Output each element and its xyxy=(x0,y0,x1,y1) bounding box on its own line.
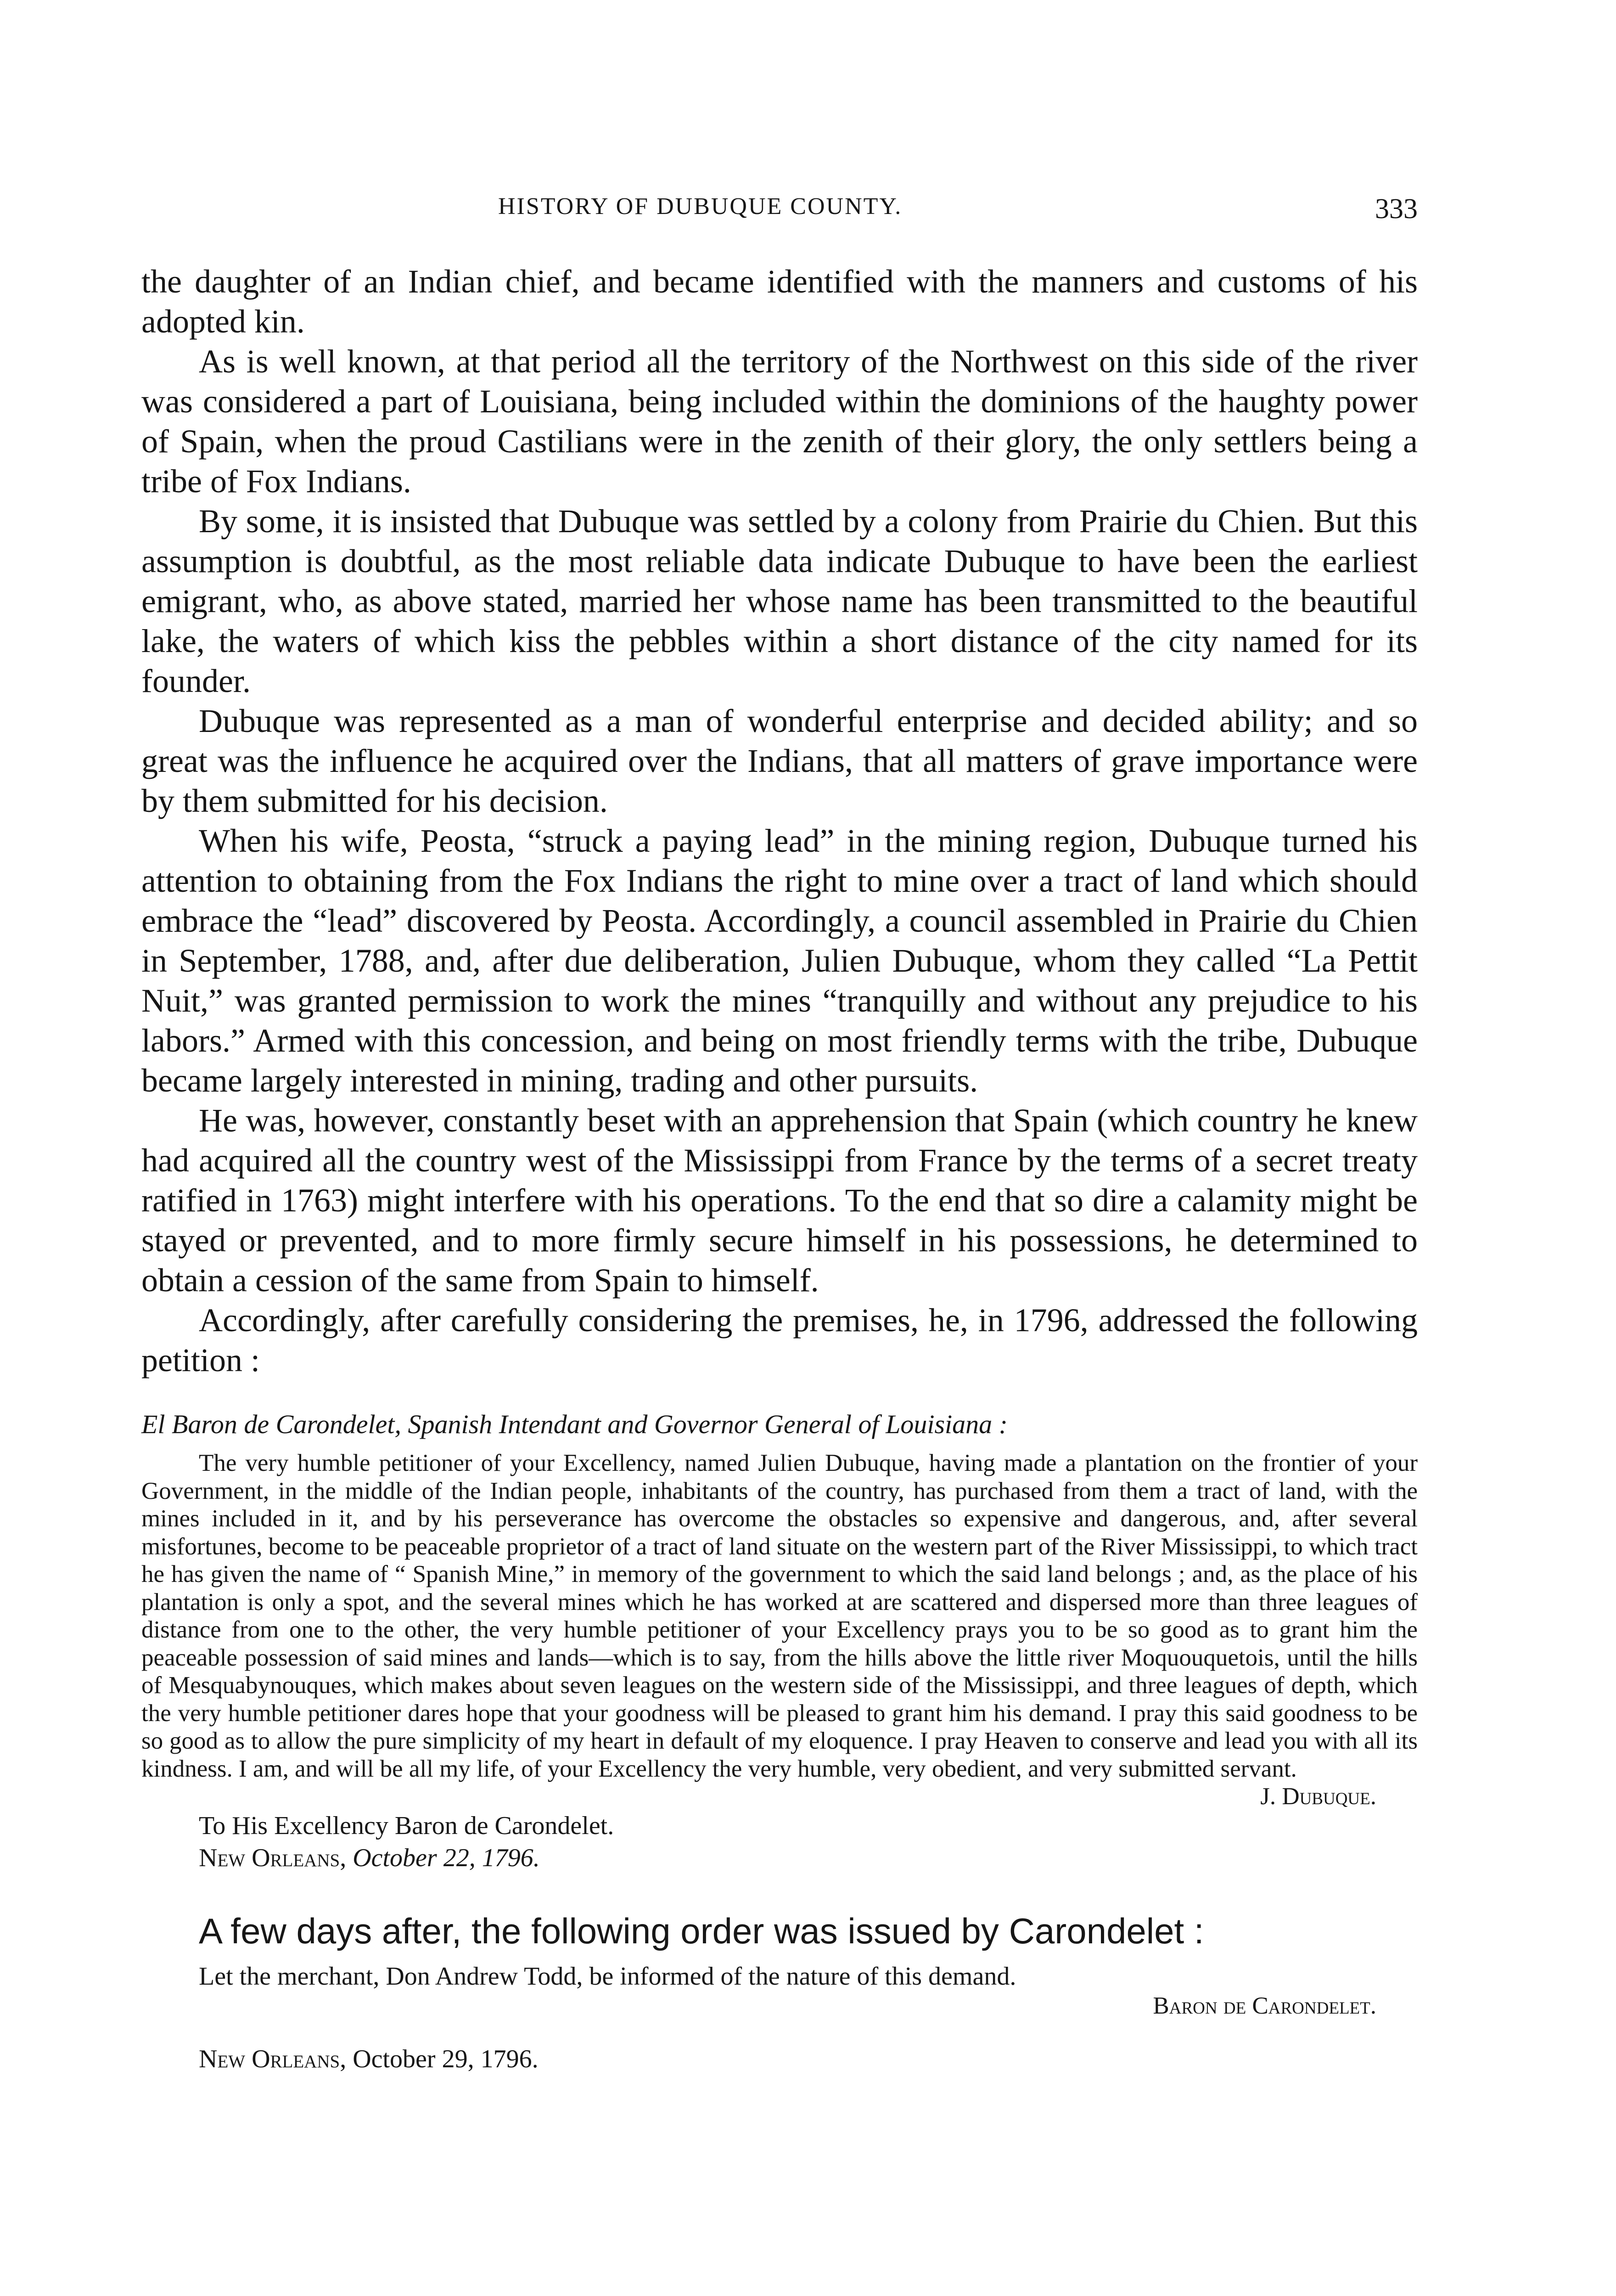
petition-addressee: To His Excellency Baron de Carondelet. xyxy=(199,1811,614,1840)
order-heading: A few days after, the following order was issued by Carondelet : xyxy=(199,1910,1204,1951)
paragraph: He was, however, constantly beset with an apprehension that Spain (which country he knew had acquired all the country west of the Mississippi from France by the terms of a secret treaty ratified in 1763) might interfere with his operations. To the end that so dire a calamity might be stayed or prevented, and to more firmly secure himself in his possessions, he determined to obtain a cession of the same from Spain to himself. xyxy=(141,1102,1418,1299)
petition-text: The very humble petitioner of your Excellency, named Julien Dubuque, having made a plantation on the frontier of your Government, in the middle of the Indian people, inhabitants of the country, has purchased from them a tract of land, with the mines included in it, and by his perseverance has overcome the obstacles so expensive and dangerous, and, after several misfortunes, become to be peaceable proprietor of a tract of land situate on the western part of the River Mississippi, to which tract he has given the name of “ Spanish Mine,” in memory of the government to which the said land belongs ; and, as the place of his plantation is only a spot, and the several mines which he has worked at are scattered and dispersed more than three leagues of distance from one to the other, the very humble petitioner of your Excellency prays you to be so good as to grant him the peaceable possession of said mines and lands—which is to say, from the hills above the little river Moquouquetois, until the hills of Mesquabynouques, which makes about seven leagues on the western side of the Mississippi, and three leagues of depth, which the very humble petitioner dares hope that your goodness will be pleased to grant him his demand. I pray this said goodness to be so good as to allow the pure simplicity of my heart in default of my eloquence. I pray Heaven to conserve and lead you with all its kindness. I am, and will be all my life, of your Excellency the very humble, very obedient, and very submitted servant. xyxy=(141,1450,1418,1782)
paragraph: Accordingly, after carefully considering the premises, he, in 1796, addressed the following petition : xyxy=(141,1302,1418,1379)
order-dateline xyxy=(141,2044,1418,2074)
order-signature: Baron de Carondelet. xyxy=(1153,1992,1376,2019)
paragraph: the daughter of an Indian chief, and became identified with the manners and customs of his adopted kin. xyxy=(141,263,1418,340)
petition-place: New Orleans, xyxy=(199,1843,347,1872)
body-text xyxy=(141,262,1418,2074)
order-text: Let the merchant, Don Andrew Todd, be informed of the nature of this demand. xyxy=(199,1962,1016,1991)
order-date: October 29, 1796. xyxy=(353,2044,539,2073)
paragraph: When his wife, Peosta, “struck a paying lead” in the mining region, Dubuque turned his attention to obtaining from the Fox Indians the right to mine over a tract of land which should embrace the “lead” discovered by Peosta. Accordingly, a council assembled in Prairie du Chien in September, 1788, and, after due deliberation, Julien Dubuque, whom they called “La Pettit Nuit,” was granted permission to work the mines “tranquilly and without any prejudice to his labors.” Armed with this concession, and being on most friendly terms with the tribe, Dubuque became largely interested in mining, trading and other pursuits. xyxy=(141,822,1418,1099)
paragraph: As is well known, at that period all the territory of the Northwest on this side of the river was considered a part of Louisiana, being included within the dominions of the haughty power of Spain, when the proud Castilians were in the zenith of their glory, the only settlers being a tribe of Fox Indians. xyxy=(141,343,1418,500)
paragraph: Dubuque was represented as a man of wonderful enterprise and decided ability; and so great was the influence he acquired over the Indians, that all matters of grave importance were by them submitted for his decision. xyxy=(141,703,1418,819)
petition-signature: J. Dubuque. xyxy=(1260,1783,1376,1810)
running-head xyxy=(0,193,1616,225)
running-title: HISTORY OF DUBUQUE COUNTY. xyxy=(498,193,903,219)
paragraph: By some, it is insisted that Dubuque was settled by a colony from Prairie du Chien. But this assumption is doubtful, as the most reliable data indicate Dubuque to have been the earliest emigrant, who, as above stated, married her whose name has been transmitted to the beautiful lake, the waters of which kiss the pebbles within a short distance of the city named for its founder. xyxy=(141,503,1418,699)
petition-dateline xyxy=(141,1843,1418,1873)
petition-salutation: El Baron de Carondelet, Spanish Intendant and Governor General of Louisiana : xyxy=(141,1409,1008,1439)
order-place: New Orleans, xyxy=(199,2044,347,2073)
petition-date: October 22, 1796. xyxy=(353,1843,540,1872)
page-number: 333 xyxy=(1375,193,1418,225)
